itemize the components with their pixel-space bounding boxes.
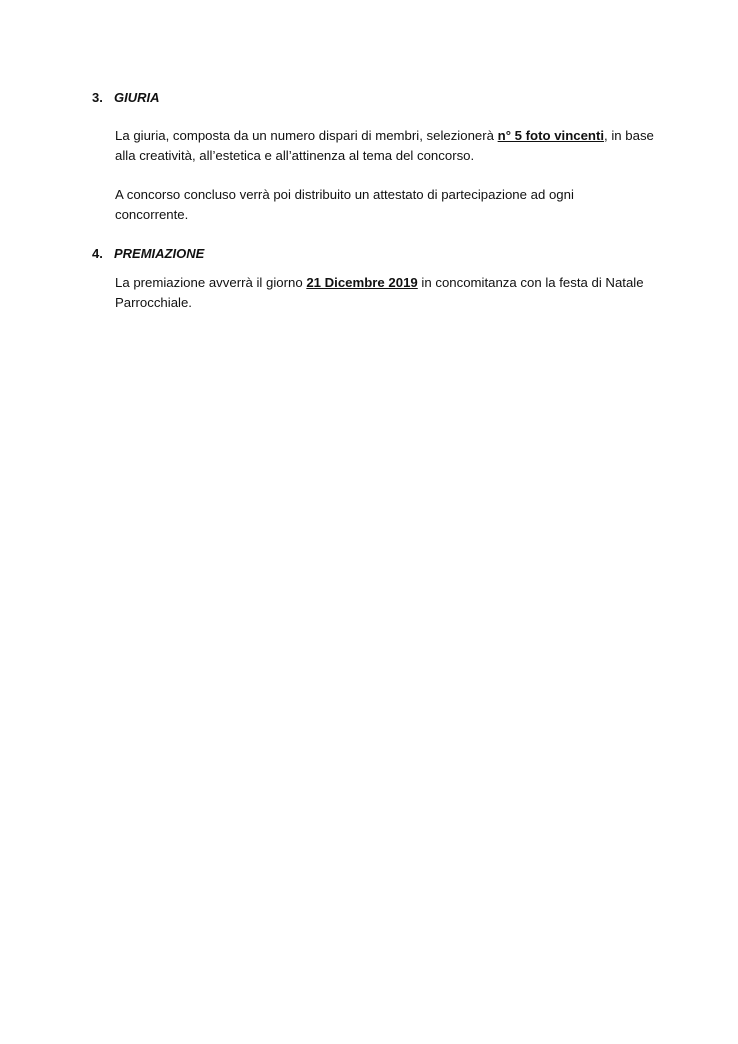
text-run: La giuria, composta da un numero dispari di membri, selezionerà bbox=[115, 128, 498, 143]
section-heading-giuria bbox=[92, 88, 160, 108]
text-run: , in base bbox=[604, 128, 654, 143]
emphasis-award-date: 21 Dicembre 2019 bbox=[306, 275, 418, 290]
section-number: 4. bbox=[92, 246, 103, 261]
giuria-paragraph-1 bbox=[115, 126, 675, 166]
premiazione-paragraph bbox=[115, 273, 675, 313]
text-run: in concomitanza con la festa di Natale bbox=[417, 275, 644, 290]
section-heading-premiazione bbox=[92, 244, 204, 264]
paragraph-line: A concorso concluso verrà poi distribuito un attestato di partecipazione ad ogni bbox=[115, 187, 574, 202]
paragraph-line: alla creatività, all’estetica e all’attinenza al tema del concorso. bbox=[115, 148, 475, 163]
emphasis-winners-count: n° 5 foto vincenti bbox=[497, 128, 605, 143]
paragraph-line bbox=[115, 273, 675, 293]
section-number: 3. bbox=[92, 90, 103, 105]
section-title: GIURIA bbox=[114, 90, 160, 105]
giuria-paragraph-2 bbox=[115, 185, 675, 225]
text-run: La premiazione avverrà il giorno bbox=[115, 275, 307, 290]
paragraph-line: Parrocchiale. bbox=[115, 295, 192, 310]
section-title: PREMIAZIONE bbox=[114, 246, 205, 261]
paragraph-line bbox=[115, 126, 675, 146]
paragraph-line: concorrente. bbox=[115, 207, 189, 222]
